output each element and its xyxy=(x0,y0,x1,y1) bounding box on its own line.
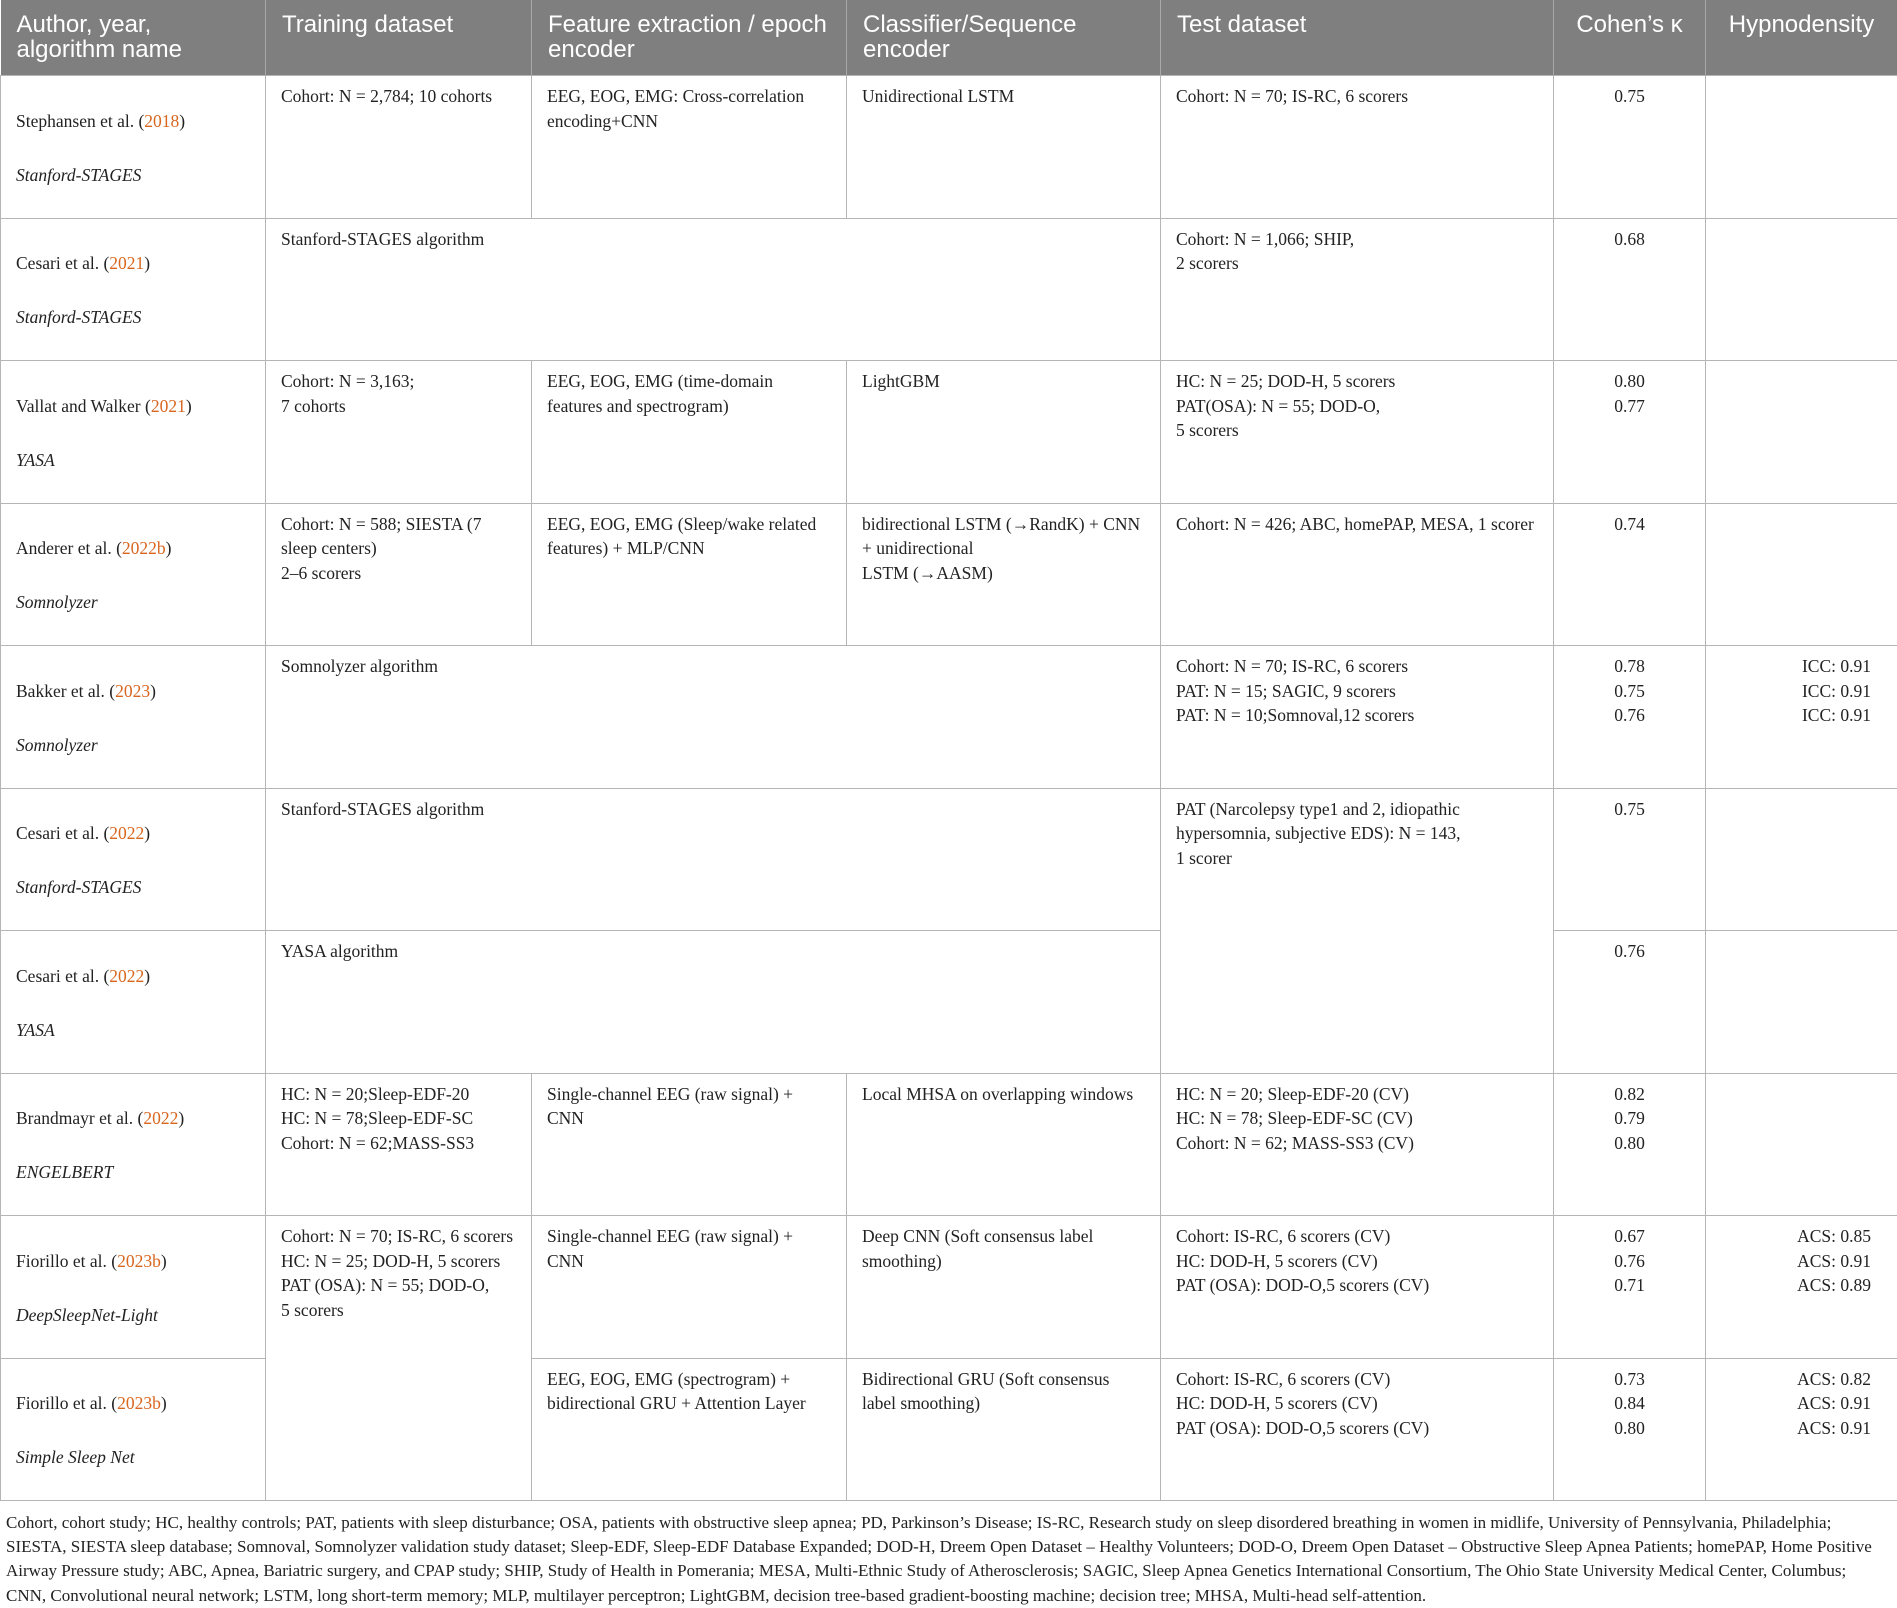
classifier-cell: bidirectional LSTM (→RandK) + CNN + unidirectional LSTM (→AASM) xyxy=(847,503,1161,646)
test-cell: Cohort: N = 70; IS-RC, 6 scorers xyxy=(1161,76,1554,219)
author-name: Cesari et al. ( xyxy=(16,253,109,273)
author-name: Vallat and Walker ( xyxy=(16,396,151,416)
test-cell: HC: N = 20; Sleep-EDF-20 (CV) HC: N = 78; Sleep-EDF-SC (CV) Cohort: N = 62; MASS-SS3 (CV) xyxy=(1161,1073,1554,1216)
header-hypnodensity: Hypnodensity xyxy=(1706,0,1897,76)
table-row xyxy=(1,218,1897,361)
kappa-cell: 0.68 xyxy=(1554,218,1706,361)
author-close: ) xyxy=(144,966,150,986)
citation-link[interactable]: 2022 xyxy=(109,966,144,986)
kappa-cell: 0.80 0.77 xyxy=(1554,361,1706,504)
training-cell: Cohort: N = 3,163; 7 cohorts xyxy=(266,361,532,504)
feature-cell: EEG, EOG, EMG (Sleep/wake related features) + MLP/CNN xyxy=(532,503,847,646)
feature-cell: EEG, EOG, EMG (time-domain features and spectrogram) xyxy=(532,361,847,504)
table-row xyxy=(1,1073,1897,1216)
kappa-cell: 0.78 0.75 0.76 xyxy=(1554,646,1706,789)
author-close: ) xyxy=(150,681,156,701)
algorithm-name: ENGELBERT xyxy=(16,1160,251,1185)
training-cell: Cohort: N = 70; IS-RC, 6 scorers HC: N = 25; DOD-H, 5 scorers PAT (OSA): N = 55; DOD-O, 5 scorers xyxy=(266,1216,532,1501)
table-row xyxy=(1,1216,1897,1359)
author-name: Cesari et al. ( xyxy=(16,823,109,843)
hypnodensity-cell xyxy=(1706,503,1897,646)
header-feature: Feature extraction / epoch encoder xyxy=(532,0,847,76)
hypnodensity-cell xyxy=(1706,361,1897,504)
author-cell xyxy=(1,1216,266,1359)
training-cell: Stanford-STAGES algorithm xyxy=(266,218,1161,361)
test-cell: Cohort: IS-RC, 6 scorers (CV) HC: DOD-H, 5 scorers (CV) PAT (OSA): DOD-O,5 scorers (CV) xyxy=(1161,1358,1554,1501)
training-cell: Stanford-STAGES algorithm xyxy=(266,788,1161,931)
table-row xyxy=(1,503,1897,646)
citation-link[interactable]: 2023b xyxy=(117,1251,161,1271)
author-name: Stephansen et al. ( xyxy=(16,111,144,131)
hypnodensity-cell xyxy=(1706,931,1897,1074)
author-cell xyxy=(1,1073,266,1216)
hypnodensity-cell xyxy=(1706,1073,1897,1216)
author-name: Cesari et al. ( xyxy=(16,966,109,986)
citation-link[interactable]: 2023b xyxy=(117,1393,161,1413)
hypnodensity-cell xyxy=(1706,218,1897,361)
citation-link[interactable]: 2022 xyxy=(143,1108,178,1128)
table-row xyxy=(1,788,1897,931)
kappa-cell: 0.82 0.79 0.80 xyxy=(1554,1073,1706,1216)
author-cell xyxy=(1,931,266,1074)
author-close: ) xyxy=(161,1393,167,1413)
kappa-cell: 0.75 xyxy=(1554,788,1706,931)
table-row xyxy=(1,361,1897,504)
header-classifier: Classifier/Sequence encoder xyxy=(847,0,1161,76)
citation-link[interactable]: 2021 xyxy=(151,396,186,416)
author-name: Brandmayr et al. ( xyxy=(16,1108,143,1128)
author-name: Anderer et al. ( xyxy=(16,538,122,558)
hypnodensity-cell xyxy=(1706,788,1897,931)
classifier-cell: Unidirectional LSTM xyxy=(847,76,1161,219)
training-cell: HC: N = 20;Sleep-EDF-20 HC: N = 78;Sleep-EDF-SC Cohort: N = 62;MASS-SS3 xyxy=(266,1073,532,1216)
algorithm-name: Stanford-STAGES xyxy=(16,875,251,900)
header-row xyxy=(1,0,1897,76)
feature-cell: Single-channel EEG (raw signal) + CNN xyxy=(532,1216,847,1359)
author-close: ) xyxy=(144,253,150,273)
kappa-cell: 0.73 0.84 0.80 xyxy=(1554,1358,1706,1501)
training-cell: Cohort: N = 588; SIESTA (7 sleep centers) 2–6 scorers xyxy=(266,503,532,646)
hypnodensity-cell: ICC: 0.91 ICC: 0.91 ICC: 0.91 xyxy=(1706,646,1897,789)
algorithm-name: DeepSleepNet-Light xyxy=(16,1303,251,1328)
algorithm-name: Stanford-STAGES xyxy=(16,305,251,330)
author-close: ) xyxy=(161,1251,167,1271)
citation-link[interactable]: 2018 xyxy=(144,111,179,131)
citation-link[interactable]: 2023 xyxy=(115,681,150,701)
test-cell: Cohort: N = 1,066; SHIP, 2 scorers xyxy=(1161,218,1554,361)
author-cell xyxy=(1,1358,266,1501)
header-test: Test dataset xyxy=(1161,0,1554,76)
test-cell: HC: N = 25; DOD-H, 5 scorers PAT(OSA): N = 55; DOD-O, 5 scorers xyxy=(1161,361,1554,504)
algorithm-name: YASA xyxy=(16,1018,251,1043)
header-training: Training dataset xyxy=(266,0,532,76)
training-cell: Cohort: N = 2,784; 10 cohorts xyxy=(266,76,532,219)
table-row xyxy=(1,931,1897,1074)
algorithm-name: Stanford-STAGES xyxy=(16,163,251,188)
author-cell xyxy=(1,503,266,646)
feature-cell: Single-channel EEG (raw signal) + CNN xyxy=(532,1073,847,1216)
feature-cell: EEG, EOG, EMG (spectrogram) + bidirectional GRU + Attention Layer xyxy=(532,1358,847,1501)
table-row xyxy=(1,646,1897,789)
classifier-cell: LightGBM xyxy=(847,361,1161,504)
algorithm-name: Somnolyzer xyxy=(16,733,251,758)
hypnodensity-cell: ACS: 0.82 ACS: 0.91 ACS: 0.91 xyxy=(1706,1358,1897,1501)
hypnodensity-cell xyxy=(1706,76,1897,219)
classifier-cell: Bidirectional GRU (Soft consensus label smoothing) xyxy=(847,1358,1161,1501)
author-cell xyxy=(1,361,266,504)
algorithm-name: Somnolyzer xyxy=(16,590,251,615)
kappa-cell: 0.76 xyxy=(1554,931,1706,1074)
test-cell: Cohort: N = 70; IS-RC, 6 scorers PAT: N = 15; SAGIC, 9 scorers PAT: N = 10;Somnoval,12 scorers xyxy=(1161,646,1554,789)
author-close: ) xyxy=(179,111,185,131)
author-close: ) xyxy=(178,1108,184,1128)
kappa-cell: 0.75 xyxy=(1554,76,1706,219)
author-name: Fiorillo et al. ( xyxy=(16,1393,117,1413)
author-name: Fiorillo et al. ( xyxy=(16,1251,117,1271)
algorithm-name: Simple Sleep Net xyxy=(16,1445,251,1470)
author-cell xyxy=(1,76,266,219)
algorithm-name: YASA xyxy=(16,448,251,473)
test-cell: Cohort: N = 426; ABC, homePAP, MESA, 1 scorer xyxy=(1161,503,1554,646)
author-cell xyxy=(1,788,266,931)
citation-link[interactable]: 2021 xyxy=(109,253,144,273)
author-close: ) xyxy=(144,823,150,843)
training-cell: YASA algorithm xyxy=(266,931,1161,1074)
author-cell xyxy=(1,218,266,361)
test-cell: Cohort: IS-RC, 6 scorers (CV) HC: DOD-H, 5 scorers (CV) PAT (OSA): DOD-O,5 scorers (CV) xyxy=(1161,1216,1554,1359)
test-cell: PAT (Narcolepsy type1 and 2, idiopathic hypersomnia, subjective EDS): N = 143, 1 scorer xyxy=(1161,788,1554,1073)
author-close: ) xyxy=(186,396,192,416)
hypnodensity-cell: ACS: 0.85 ACS: 0.91 ACS: 0.89 xyxy=(1706,1216,1897,1359)
training-cell: Somnolyzer algorithm xyxy=(266,646,1161,789)
classifier-cell: Deep CNN (Soft consensus label smoothing) xyxy=(847,1216,1161,1359)
classifier-cell: Local MHSA on overlapping windows xyxy=(847,1073,1161,1216)
header-author: Author, year, algorithm name xyxy=(1,0,266,76)
feature-cell: EEG, EOG, EMG: Cross-correlation encoding+CNN xyxy=(532,76,847,219)
author-close: ) xyxy=(166,538,172,558)
table-row xyxy=(1,76,1897,219)
author-name: Bakker et al. ( xyxy=(16,681,115,701)
kappa-cell: 0.74 xyxy=(1554,503,1706,646)
header-kappa: Cohen’s κ xyxy=(1554,0,1706,76)
kappa-cell: 0.67 0.76 0.71 xyxy=(1554,1216,1706,1359)
table-footnote: Cohort, cohort study; HC, healthy controls; PAT, patients with sleep disturbance; OSA, patients with obstructive sleep apnea; PD, Parkinson’s Disease; IS-RC, Research study on sleep disordered breathing in women in midlife, University of Pennsylvania, Philadelphia; SIESTA, SIESTA sleep database; Somnoval, Somnolyzer validation study dataset; Sleep-EDF, Sleep-EDF Database Expanded; DOD-H, Dreem Open Dataset – Healthy Volunteers; DOD-O, Dreem Open Dataset – Obstructive Sleep Apnea Patients; homePAP, Home Positive Airway Pressure study; ABC, Apnea, Bariatric surgery, and CPAP study; SHIP, Study of Health in Pomerania; MESA, Multi-Ethnic Study of Atherosclerosis; SAGIC, Sleep Apnea Genetics International Consortium, The Ohio State University Medical Center, Columbus; CNN, Convolutional neural network; LSTM, long short-term memory; MLP, multilayer perceptron; LightGBM, decision tree-based gradient-boosting machine; decision tree; MHSA, Multi-head self-attention. xyxy=(0,1501,1897,1608)
author-cell xyxy=(1,646,266,789)
citation-link[interactable]: 2022b xyxy=(122,538,166,558)
citation-link[interactable]: 2022 xyxy=(109,823,144,843)
